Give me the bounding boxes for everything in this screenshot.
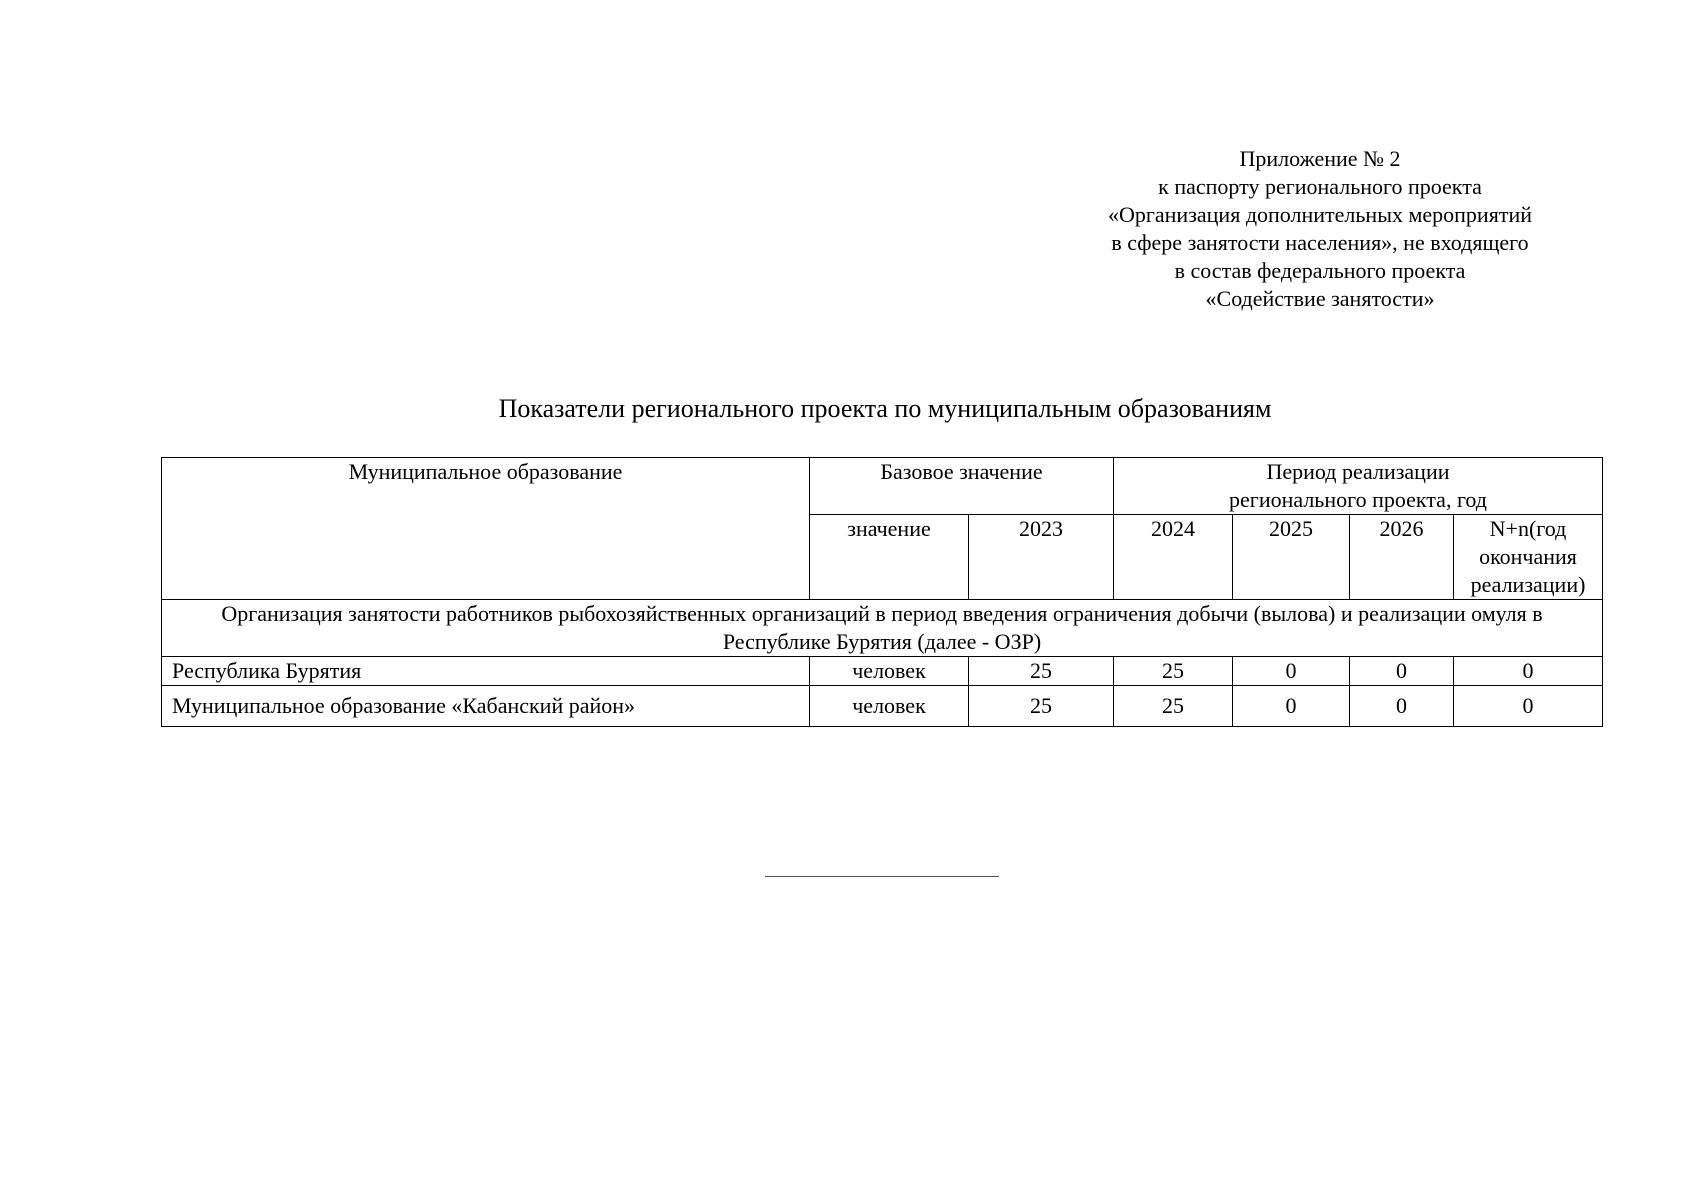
- cell-end-year: 0: [1454, 686, 1603, 727]
- header-value: значение: [810, 515, 969, 600]
- appendix-line: «Содействие занятости»: [1205, 286, 1435, 311]
- cell-unit: человек: [810, 657, 969, 686]
- header-year-2025: 2025: [1233, 515, 1350, 600]
- header-municipality: Муниципальное образование: [162, 458, 810, 600]
- header-end-year: N+n(год окончания реализации): [1454, 515, 1603, 600]
- cell-2026: 0: [1350, 657, 1454, 686]
- cell-municipality: Муниципальное образование «Кабанский район»: [162, 686, 810, 727]
- section-title: Организация занятости работников рыбохозяйственных организаций в период введения ограничения добычи (вылова) и реализации омуля в Республике Бурятия (далее - ОЗР): [162, 600, 1603, 657]
- indicators-table: [161, 457, 1603, 727]
- header-period-line: регионального проекта, год: [1229, 487, 1487, 512]
- cell-base-2023: 25: [969, 686, 1114, 727]
- header-base-value: Базовое значение: [810, 458, 1114, 515]
- cell-end-year: 0: [1454, 657, 1603, 686]
- appendix-line: «Организация дополнительных мероприятий: [1107, 202, 1532, 227]
- appendix-line: в сфере занятости населения», не входящего: [1111, 230, 1529, 255]
- cell-base-2023: 25: [969, 657, 1114, 686]
- cell-2025: 0: [1233, 657, 1350, 686]
- cell-2025: 0: [1233, 686, 1350, 727]
- separator-line: [765, 876, 999, 877]
- table-header-row: [162, 458, 1603, 515]
- table-row: [162, 657, 1603, 686]
- appendix-line: в состав федерального проекта: [1174, 258, 1466, 283]
- appendix-header: [1070, 145, 1570, 313]
- document-title: Показатели регионального проекта по муниципальным образованиям: [498, 394, 1272, 423]
- cell-2024: 25: [1114, 686, 1233, 727]
- table-row: [162, 686, 1603, 727]
- cell-2026: 0: [1350, 686, 1454, 727]
- cell-municipality: Республика Бурятия: [162, 657, 810, 686]
- cell-unit: человек: [810, 686, 969, 727]
- header-year-2026: 2026: [1350, 515, 1454, 600]
- appendix-line: Приложение № 2: [1239, 146, 1401, 171]
- header-period-line: Период реализации: [1266, 459, 1450, 484]
- header-year-2024: 2024: [1114, 515, 1233, 600]
- appendix-line: к паспорту регионального проекта: [1158, 174, 1482, 199]
- table-section-row: [162, 600, 1603, 657]
- header-year-2023: 2023: [969, 515, 1114, 600]
- cell-2024: 25: [1114, 657, 1233, 686]
- header-period: [1114, 458, 1603, 515]
